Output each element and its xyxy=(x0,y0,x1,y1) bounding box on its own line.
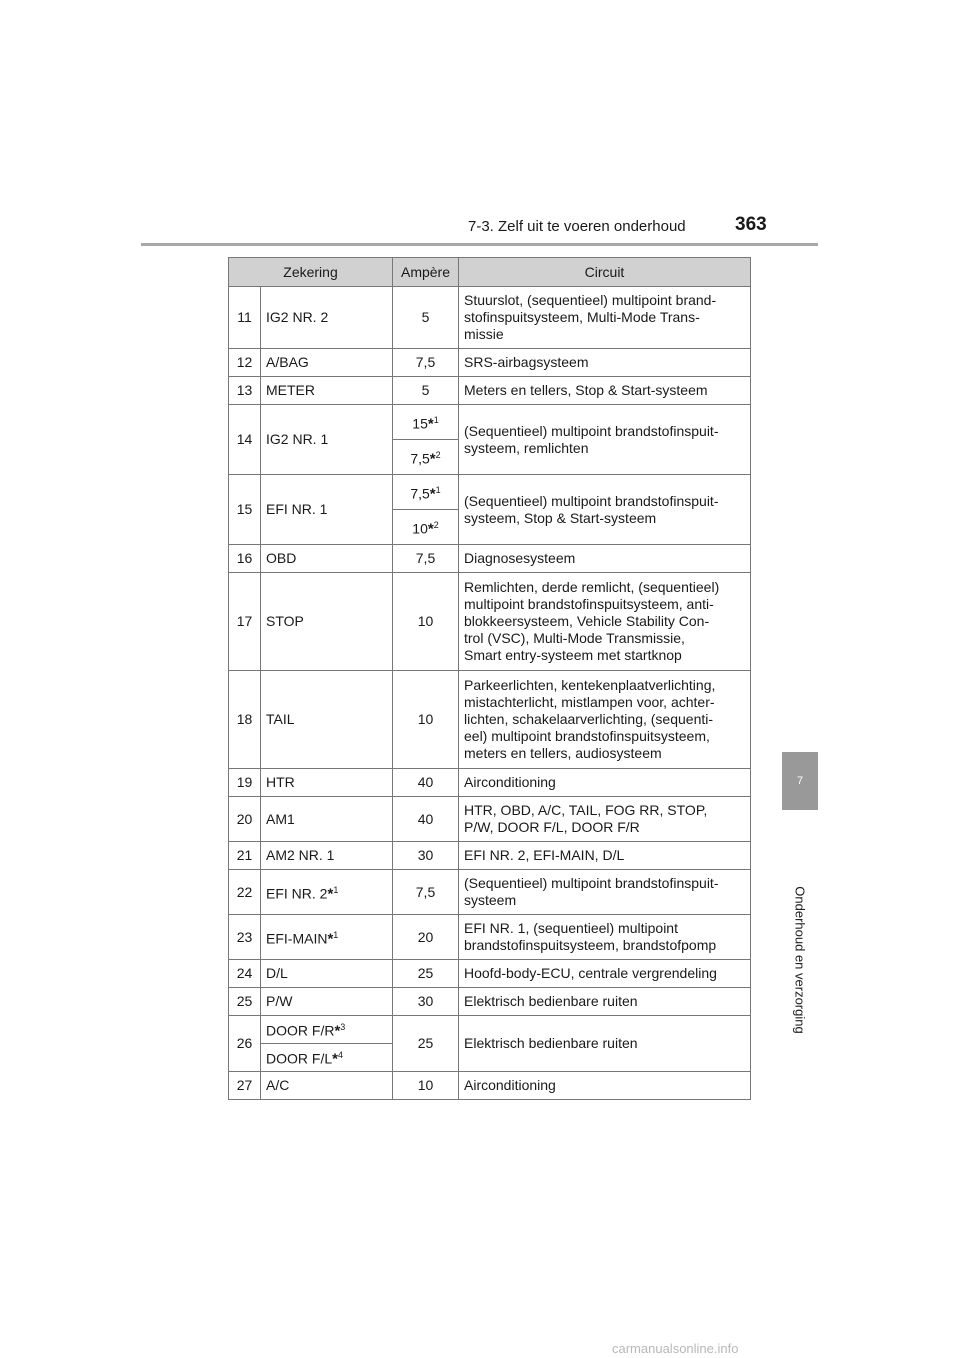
fuse-name xyxy=(261,870,393,915)
footnote-marker: 1 xyxy=(435,484,441,495)
table-row xyxy=(229,870,751,915)
circuit-line: multipoint brandstofinspuitsysteem, anti- xyxy=(464,596,714,612)
circuit-line: systeem, Stop & Start-systeem xyxy=(464,509,657,526)
fuse-number: 24 xyxy=(229,960,261,988)
asterisk-icon: * xyxy=(427,520,434,538)
fuse-name: EFI NR. 1 xyxy=(261,475,393,545)
fuse-table xyxy=(228,257,751,1100)
fuse-ampere: 40 xyxy=(393,769,459,797)
table-row xyxy=(229,545,751,573)
fuse-circuit: Elektrisch bedienbare ruiten xyxy=(459,988,751,1016)
fuse-name: P/W xyxy=(261,988,393,1016)
header-circuit: Circuit xyxy=(459,258,751,287)
fuse-number: 15 xyxy=(229,475,261,545)
circuit-line: Parkeerlichten, kentekenplaatverlichting, xyxy=(464,677,716,693)
ampere-value: 15 xyxy=(412,415,428,432)
fuse-circuit: EFI NR. 2, EFI-MAIN, D/L xyxy=(459,842,751,870)
fuse-ampere xyxy=(393,405,459,440)
chapter-tab: 7 xyxy=(782,752,818,810)
fuse-ampere: 40 xyxy=(393,797,459,842)
circuit-line: meters en tellers, audiosysteem xyxy=(464,745,662,761)
fuse-ampere xyxy=(393,440,459,475)
fuse-circuit: Airconditioning xyxy=(459,1072,751,1100)
fuse-name: IG2 NR. 2 xyxy=(261,287,393,349)
table-header-row xyxy=(229,258,751,287)
table-row xyxy=(229,377,751,405)
fuse-number: 25 xyxy=(229,988,261,1016)
fuse-ampere: 7,5 xyxy=(393,870,459,915)
fuse-number: 17 xyxy=(229,573,261,671)
table-row xyxy=(229,475,751,510)
circuit-line: (Sequentieel) multipoint brandstofinspuit- xyxy=(464,875,719,891)
asterisk-icon: * xyxy=(429,485,436,503)
footnote-marker: 1 xyxy=(433,414,439,425)
section-title: 7-3. Zelf uit te voeren onderhoud xyxy=(468,218,686,235)
table-row xyxy=(229,573,751,671)
table-row xyxy=(229,349,751,377)
fuse-name xyxy=(261,1044,393,1072)
circuit-line: Stuurslot, (sequentieel) multipoint brand- xyxy=(464,292,717,308)
chapter-label: Onderhoud en verzorging xyxy=(792,886,808,1034)
watermark: carmanualsonline.info xyxy=(612,1341,739,1356)
fuse-number: 13 xyxy=(229,377,261,405)
fuse-name xyxy=(261,915,393,960)
circuit-line: eel) multipoint brandstofinspuitsysteem, xyxy=(464,728,710,744)
table-row xyxy=(229,671,751,769)
asterisk-icon: * xyxy=(429,450,436,468)
circuit-line: trol (VSC), Multi-Mode Transmissie, xyxy=(464,630,685,646)
fuse-circuit xyxy=(459,573,751,671)
fuse-ampere xyxy=(393,510,459,545)
fuse-number: 11 xyxy=(229,287,261,349)
fuse-circuit: SRS-airbagsysteem xyxy=(459,349,751,377)
fuse-number: 21 xyxy=(229,842,261,870)
fuse-name: TAIL xyxy=(261,671,393,769)
fuse-ampere: 10 xyxy=(393,573,459,671)
asterisk-icon: * xyxy=(332,1050,338,1068)
fuse-name: IG2 NR. 1 xyxy=(261,405,393,475)
fuse-circuit xyxy=(459,915,751,960)
fuse-ampere: 5 xyxy=(393,377,459,405)
fuse-ampere: 30 xyxy=(393,842,459,870)
fuse-name: AM2 NR. 1 xyxy=(261,842,393,870)
footnote-marker: 4 xyxy=(337,1050,343,1061)
fuse-name-text: DOOR F/L xyxy=(266,1050,333,1067)
fuse-name: STOP xyxy=(261,573,393,671)
fuse-number: 27 xyxy=(229,1072,261,1100)
table-row xyxy=(229,915,751,960)
circuit-line: systeem, remlichten xyxy=(464,439,589,456)
fuse-name-text: DOOR F/R xyxy=(266,1022,335,1039)
circuit-line: EFI NR. 1, (sequentieel) multipoint xyxy=(464,920,678,936)
fuse-number: 26 xyxy=(229,1016,261,1072)
circuit-line: lichten, schakelaarverlichting, (sequenti- xyxy=(464,711,714,727)
fuse-ampere: 20 xyxy=(393,915,459,960)
table-row xyxy=(229,797,751,842)
fuse-name-text: EFI NR. 2 xyxy=(266,885,328,902)
ampere-value: 7,5 xyxy=(410,485,430,502)
fuse-circuit: Meters en tellers, Stop & Start-systeem xyxy=(459,377,751,405)
fuse-name: AM1 xyxy=(261,797,393,842)
fuse-name: A/C xyxy=(261,1072,393,1100)
fuse-circuit xyxy=(459,287,751,349)
fuse-number: 16 xyxy=(229,545,261,573)
fuse-name: A/BAG xyxy=(261,349,393,377)
circuit-line: (Sequentieel) multipoint brandstofinspuit- xyxy=(464,422,719,439)
fuse-circuit xyxy=(459,405,751,475)
fuse-circuit: Diagnosesysteem xyxy=(459,545,751,573)
circuit-line: brandstofinspuitsysteem, brandstofpomp xyxy=(464,937,717,953)
table-row xyxy=(229,287,751,349)
fuse-circuit: Airconditioning xyxy=(459,769,751,797)
asterisk-icon: * xyxy=(327,930,334,948)
table-row xyxy=(229,842,751,870)
footnote-marker: 1 xyxy=(333,884,339,895)
footnote-marker: 2 xyxy=(433,519,439,530)
footnote-marker: 3 xyxy=(340,1022,346,1033)
circuit-line: P/W, DOOR F/L, DOOR F/R xyxy=(464,819,640,835)
fuse-circuit xyxy=(459,870,751,915)
fuse-name-text: EFI-MAIN xyxy=(266,930,328,947)
fuse-ampere: 25 xyxy=(393,960,459,988)
circuit-line: HTR, OBD, A/C, TAIL, FOG RR, STOP, xyxy=(464,802,708,818)
header-ampere: Ampère xyxy=(393,258,459,287)
circuit-line: stofinspuitsysteem, Multi-Mode Trans- xyxy=(464,309,700,325)
fuse-ampere: 10 xyxy=(393,671,459,769)
fuse-ampere: 25 xyxy=(393,1016,459,1072)
table-row xyxy=(229,405,751,440)
ampere-value: 10 xyxy=(412,520,428,537)
fuse-number: 20 xyxy=(229,797,261,842)
fuse-number: 23 xyxy=(229,915,261,960)
table-row xyxy=(229,988,751,1016)
asterisk-icon: * xyxy=(327,885,334,903)
fuse-number: 12 xyxy=(229,349,261,377)
fuse-ampere: 5 xyxy=(393,287,459,349)
fuse-ampere: 7,5 xyxy=(393,349,459,377)
fuse-name: METER xyxy=(261,377,393,405)
circuit-line: mistachterlicht, mistlampen voor, achter- xyxy=(464,694,715,710)
page-number: 363 xyxy=(735,214,767,235)
fuse-ampere: 10 xyxy=(393,1072,459,1100)
fuse-ampere: 7,5 xyxy=(393,545,459,573)
fuse-number: 18 xyxy=(229,671,261,769)
asterisk-icon: * xyxy=(427,415,434,433)
fuse-number: 19 xyxy=(229,769,261,797)
fuse-name: OBD xyxy=(261,545,393,573)
footnote-marker: 1 xyxy=(333,929,339,940)
header-zekering: Zekering xyxy=(229,258,393,287)
ampere-value: 7,5 xyxy=(410,450,430,467)
fuse-circuit: Hoofd-body-ECU, centrale vergrendeling xyxy=(459,960,751,988)
circuit-line: Smart entry-systeem met startknop xyxy=(464,647,682,663)
circuit-line: blokkeersysteem, Vehicle Stability Con- xyxy=(464,613,710,629)
fuse-circuit xyxy=(459,671,751,769)
fuse-ampere: 30 xyxy=(393,988,459,1016)
footnote-marker: 2 xyxy=(435,449,441,460)
table-row xyxy=(229,769,751,797)
circuit-line: Remlichten, derde remlicht, (sequentieel) xyxy=(464,579,720,595)
fuse-circuit xyxy=(459,797,751,842)
fuse-name xyxy=(261,1016,393,1044)
fuse-ampere xyxy=(393,475,459,510)
table-row xyxy=(229,960,751,988)
fuse-circuit: Elektrisch bedienbare ruiten xyxy=(459,1016,751,1072)
fuse-number: 22 xyxy=(229,870,261,915)
header-divider xyxy=(141,243,818,246)
circuit-line: missie xyxy=(464,326,504,342)
fuse-name: HTR xyxy=(261,769,393,797)
table-row xyxy=(229,1072,751,1100)
fuse-circuit xyxy=(459,475,751,545)
circuit-line: (Sequentieel) multipoint brandstofinspuit- xyxy=(464,492,719,509)
asterisk-icon: * xyxy=(334,1022,341,1040)
fuse-name: D/L xyxy=(261,960,393,988)
circuit-line: systeem xyxy=(464,892,517,908)
table-row xyxy=(229,1016,751,1044)
fuse-number: 14 xyxy=(229,405,261,475)
